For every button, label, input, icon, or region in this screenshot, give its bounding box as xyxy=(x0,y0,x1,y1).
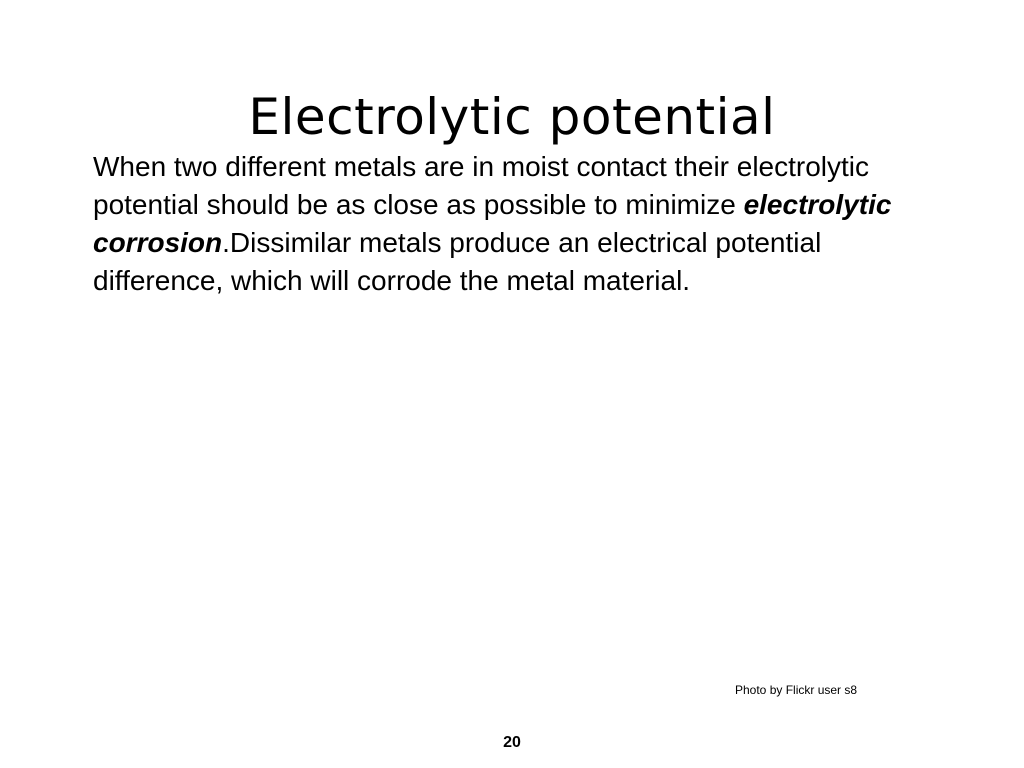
photo-credit: Photo by Flickr user s8 xyxy=(735,683,858,697)
body-text-part-1: When two different metals are in moist contact their electrolytic potential should be as close as possible to minimize xyxy=(93,151,870,220)
emphasis-term: electrolytic corrosion xyxy=(93,189,892,258)
page-number: 20 xyxy=(503,734,521,751)
body-paragraph xyxy=(93,148,953,300)
body-text-part-2: .Dissimilar metals produce an electrical potential difference, which will corrode the metal material. xyxy=(93,227,822,296)
slide-title: Electrolytic potential xyxy=(248,87,776,146)
